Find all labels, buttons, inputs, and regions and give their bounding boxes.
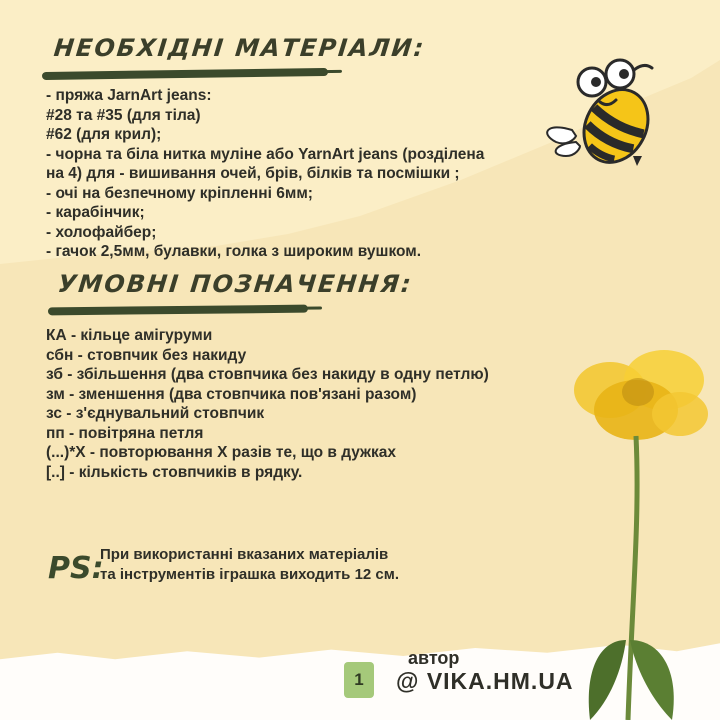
- materials-item: #28 та #35 (для тіла): [46, 106, 201, 124]
- materials-item: - чорна та біла нитка муліне або YarnArt jeans (розділена: [46, 145, 485, 163]
- page-number-badge: 1: [344, 662, 374, 698]
- legend-item: КА - кільце амігуруми: [46, 327, 213, 344]
- ps-text: [100, 545, 500, 585]
- author-handle: @ VIKA.HM.UA: [396, 668, 574, 694]
- legend-item: зб - збільшення (два стовпчика без накиду в одну петлю): [46, 366, 489, 383]
- flower-petals-icon: [574, 350, 708, 440]
- pressed-flower-illustration: [560, 340, 720, 720]
- legend-list: [46, 326, 526, 482]
- legend-item: зм - зменшення (два стовпчика пов'язані разом): [46, 385, 417, 403]
- legend-item: зс - з'єднувальний стовпчик: [46, 405, 265, 422]
- materials-item: - холофайбер;: [46, 223, 157, 241]
- materials-item: - гачок 2,5мм, булавки, голка з широким вушком.: [46, 243, 422, 260]
- legend-item: (...)*Х - повторювання Х разів те, що в дужках: [46, 444, 397, 461]
- materials-item: - очі на безпечному кріпленні 6мм;: [46, 184, 313, 202]
- bee-wings-icon: [547, 127, 580, 156]
- ps-label: PS:: [48, 551, 104, 586]
- flower-stem-icon: [628, 436, 637, 720]
- author-label: автор: [408, 648, 460, 668]
- legend-heading: УМОВНІ ПОЗНАЧЕННЯ:: [56, 270, 415, 298]
- legend-item: [..] - кількість стовпчиків в рядку.: [46, 463, 303, 481]
- materials-heading: НЕОБХІДНІ МАТЕРІАЛИ:: [52, 34, 427, 62]
- ps-line: та інструментів іграшка виходить 12 см.: [100, 566, 400, 583]
- legend-item: пп - повітряна петля: [46, 424, 204, 442]
- bee-illustration: [536, 52, 666, 172]
- legend-item: сбн - стовпчик без накиду: [46, 346, 247, 364]
- materials-item: #62 (для крил);: [46, 126, 162, 143]
- materials-item: на 4) для - вишивання очей, брів, білків та посмішки ;: [46, 165, 460, 182]
- ps-line: При використанні вказаних матеріалів: [100, 546, 389, 563]
- materials-item: - карабінчик;: [46, 204, 145, 221]
- legend-underline: [48, 305, 308, 316]
- materials-list: [46, 86, 526, 262]
- materials-item: - пряжа JarnArt jeans:: [46, 87, 212, 104]
